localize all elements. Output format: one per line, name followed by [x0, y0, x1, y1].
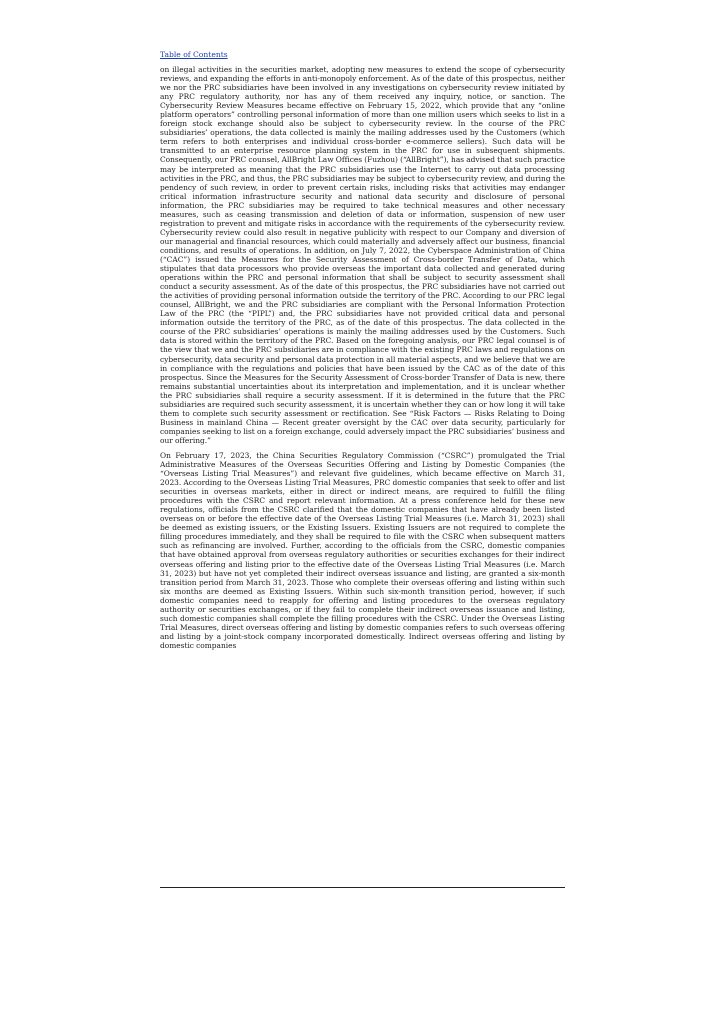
document-page [160, 42, 565, 650]
page-divider [160, 887, 565, 888]
table-of-contents-link[interactable]: Table of Contents [160, 50, 228, 59]
body-paragraph-cybersecurity: on illegal activities in the securities market, adopting new measures to extend the scope of cybersecurity reviews, and expanding the efforts in anti-monopoly enforcement. As of the date of this prospectus, neither we nor the PRC subsidiaries have been involved in any investigations on cybersecurity review initiated by any PRC regulatory authority, nor has any of them received any inquiry, notice, or sanction. The Cybersecurity Review Measures became effective on February 15, 2022, which provide that any “online platform operators” controlling personal information of more than one million users which seeks to list in a foreign stock exchange should also be subject to cybersecurity review. In the course of the PRC subsidiaries’ operations, the data collected is mainly the mailing addresses used by the Customers (which term refers to both enterprises and individual cross-border e-commerce sellers). Such data will be transmitted to an enterprise resource planning system in the PRC for use in subsequent shipments. Consequently, our PRC counsel, AllBright Law Offices (Fuzhou) (“AllBright”), has advised that such practice may be interpreted as meaning that the PRC subsidiaries use the Internet to carry out data processing activities in the PRC, and thus, the PRC subsidiaries may be subject to cybersecurity review, and during the pendency of such review, in order to prevent certain risks, including risks that activities may endanger critical information infrastructure security and national data security and disclosure of personal information, the PRC subsidiaries may be required to take technical measures and other necessary measures, such as ceasing transmission and deletion of data or information, suspension of new user registration to prevent and mitigate risks in accordance with the requirements of the cybersecurity review. Cybersecurity review could also result in negative publicity with respect to our Company and diversion of our managerial and financial resources, which could materially and adversely affect our business, financial conditions, and results of operations. In addition, on July 7, 2022, the Cyberspace Administration of China (“CAC”) issued the Measures for the Security Assessment of Cross-border Transfer of Data, which stipulates that data processors who provide overseas the important data collected and generated during operations within the PRC and personal information that shall be subject to security assessment shall conduct a security assessment. As of the date of this prospectus, the PRC subsidiaries have not carried out the activities of providing personal information outside the territory of the PRC. According to our PRC legal counsel, AllBright, we and the PRC subsidiaries are compliant with the Personal Information Protection Law of the PRC (the “PIPL”) and, the PRC subsidiaries have not provided critical data and personal information outside the territory of the PRC, as of the date of this prospectus. The data collected in the course of the PRC subsidiaries’ operations is mainly the mailing addresses used by the Customers. Such data is stored within the territory of the PRC. Based on the foregoing analysis, our PRC legal counsel is of the view that we and the PRC subsidiaries are in compliance with the existing PRC laws and regulations on cybersecurity, data security and personal data protection in all material aspects, and we believe that we are in compliance with the regulations and policies that have been issued by the CAC as of the date of this prospectus. Since the Measures for the Security Assessment of Cross-border Transfer of Data is new, there remains substantial uncertainties about its interpretation and implementation, and it is unclear whether the PRC subsidiaries shall require a security assessment. If it is determined in the future that the PRC subsidiaries are required such security assessment, it is uncertain whether they can or how long it will take them to complete such security assessment or rectification. See “Risk Factors — Risks Relating to Doing Business in mainland China — Recent greater oversight by the CAC over data security, particularly for companies seeking to list on a foreign exchange, could adversely impact the PRC subsidiaries’ business and our offering.” [160, 65, 565, 445]
body-paragraph-csrc-measures: On February 17, 2023, the China Securities Regulatory Commission (“CSRC”) promulgated the Trial Administrative Measures of the Overseas Securities Offering and Listing by Domestic Companies (the “Overseas Listing Trial Measures”) and relevant five guidelines, which became effective on March 31, 2023. According to the Overseas Listing Trial Measures, PRC domestic companies that seek to offer and list securities in overseas markets, either in direct or indirect means, are required to fulfill the filing procedures with the CSRC and report relevant information. At a press conference held for these new regulations, officials from the CSRC clarified that the domestic companies that have already been listed overseas on or before the effective date of the Overseas Listing Trial Measures (i.e. March 31, 2023) shall be deemed as existing issuers, or the Existing Issuers. Existing Issuers are not required to complete the filling procedures immediately, and they shall be required to file with the CSRC when subsequent matters such as refinancing are involved. Further, according to the officials from the CSRC, domestic companies that have obtained approval from overseas regulatory authorities or securities exchanges for their indirect overseas offering and listing prior to the effective date of the Overseas Listing Trial Measures (i.e. March 31, 2023) but have not yet completed their indirect overseas issuance and listing, are granted a six-month transition period from March 31, 2023. Those who complete their overseas offering and listing within such six months are deemed as Existing Issuers. Within such six-month transition period, however, if such domestic companies need to reapply for offering and listing procedures to the overseas regulatory authority or securities exchanges, or if they fail to complete their indirect overseas issuance and listing, such domestic companies shall complete the filling procedures with the CSRC. Under the Overseas Listing Trial Measures, direct overseas offering and listing by domestic companies refers to such overseas offering and listing by a joint-stock company incorporated domestically. Indirect overseas offering and listing by domestic companies [160, 450, 565, 650]
